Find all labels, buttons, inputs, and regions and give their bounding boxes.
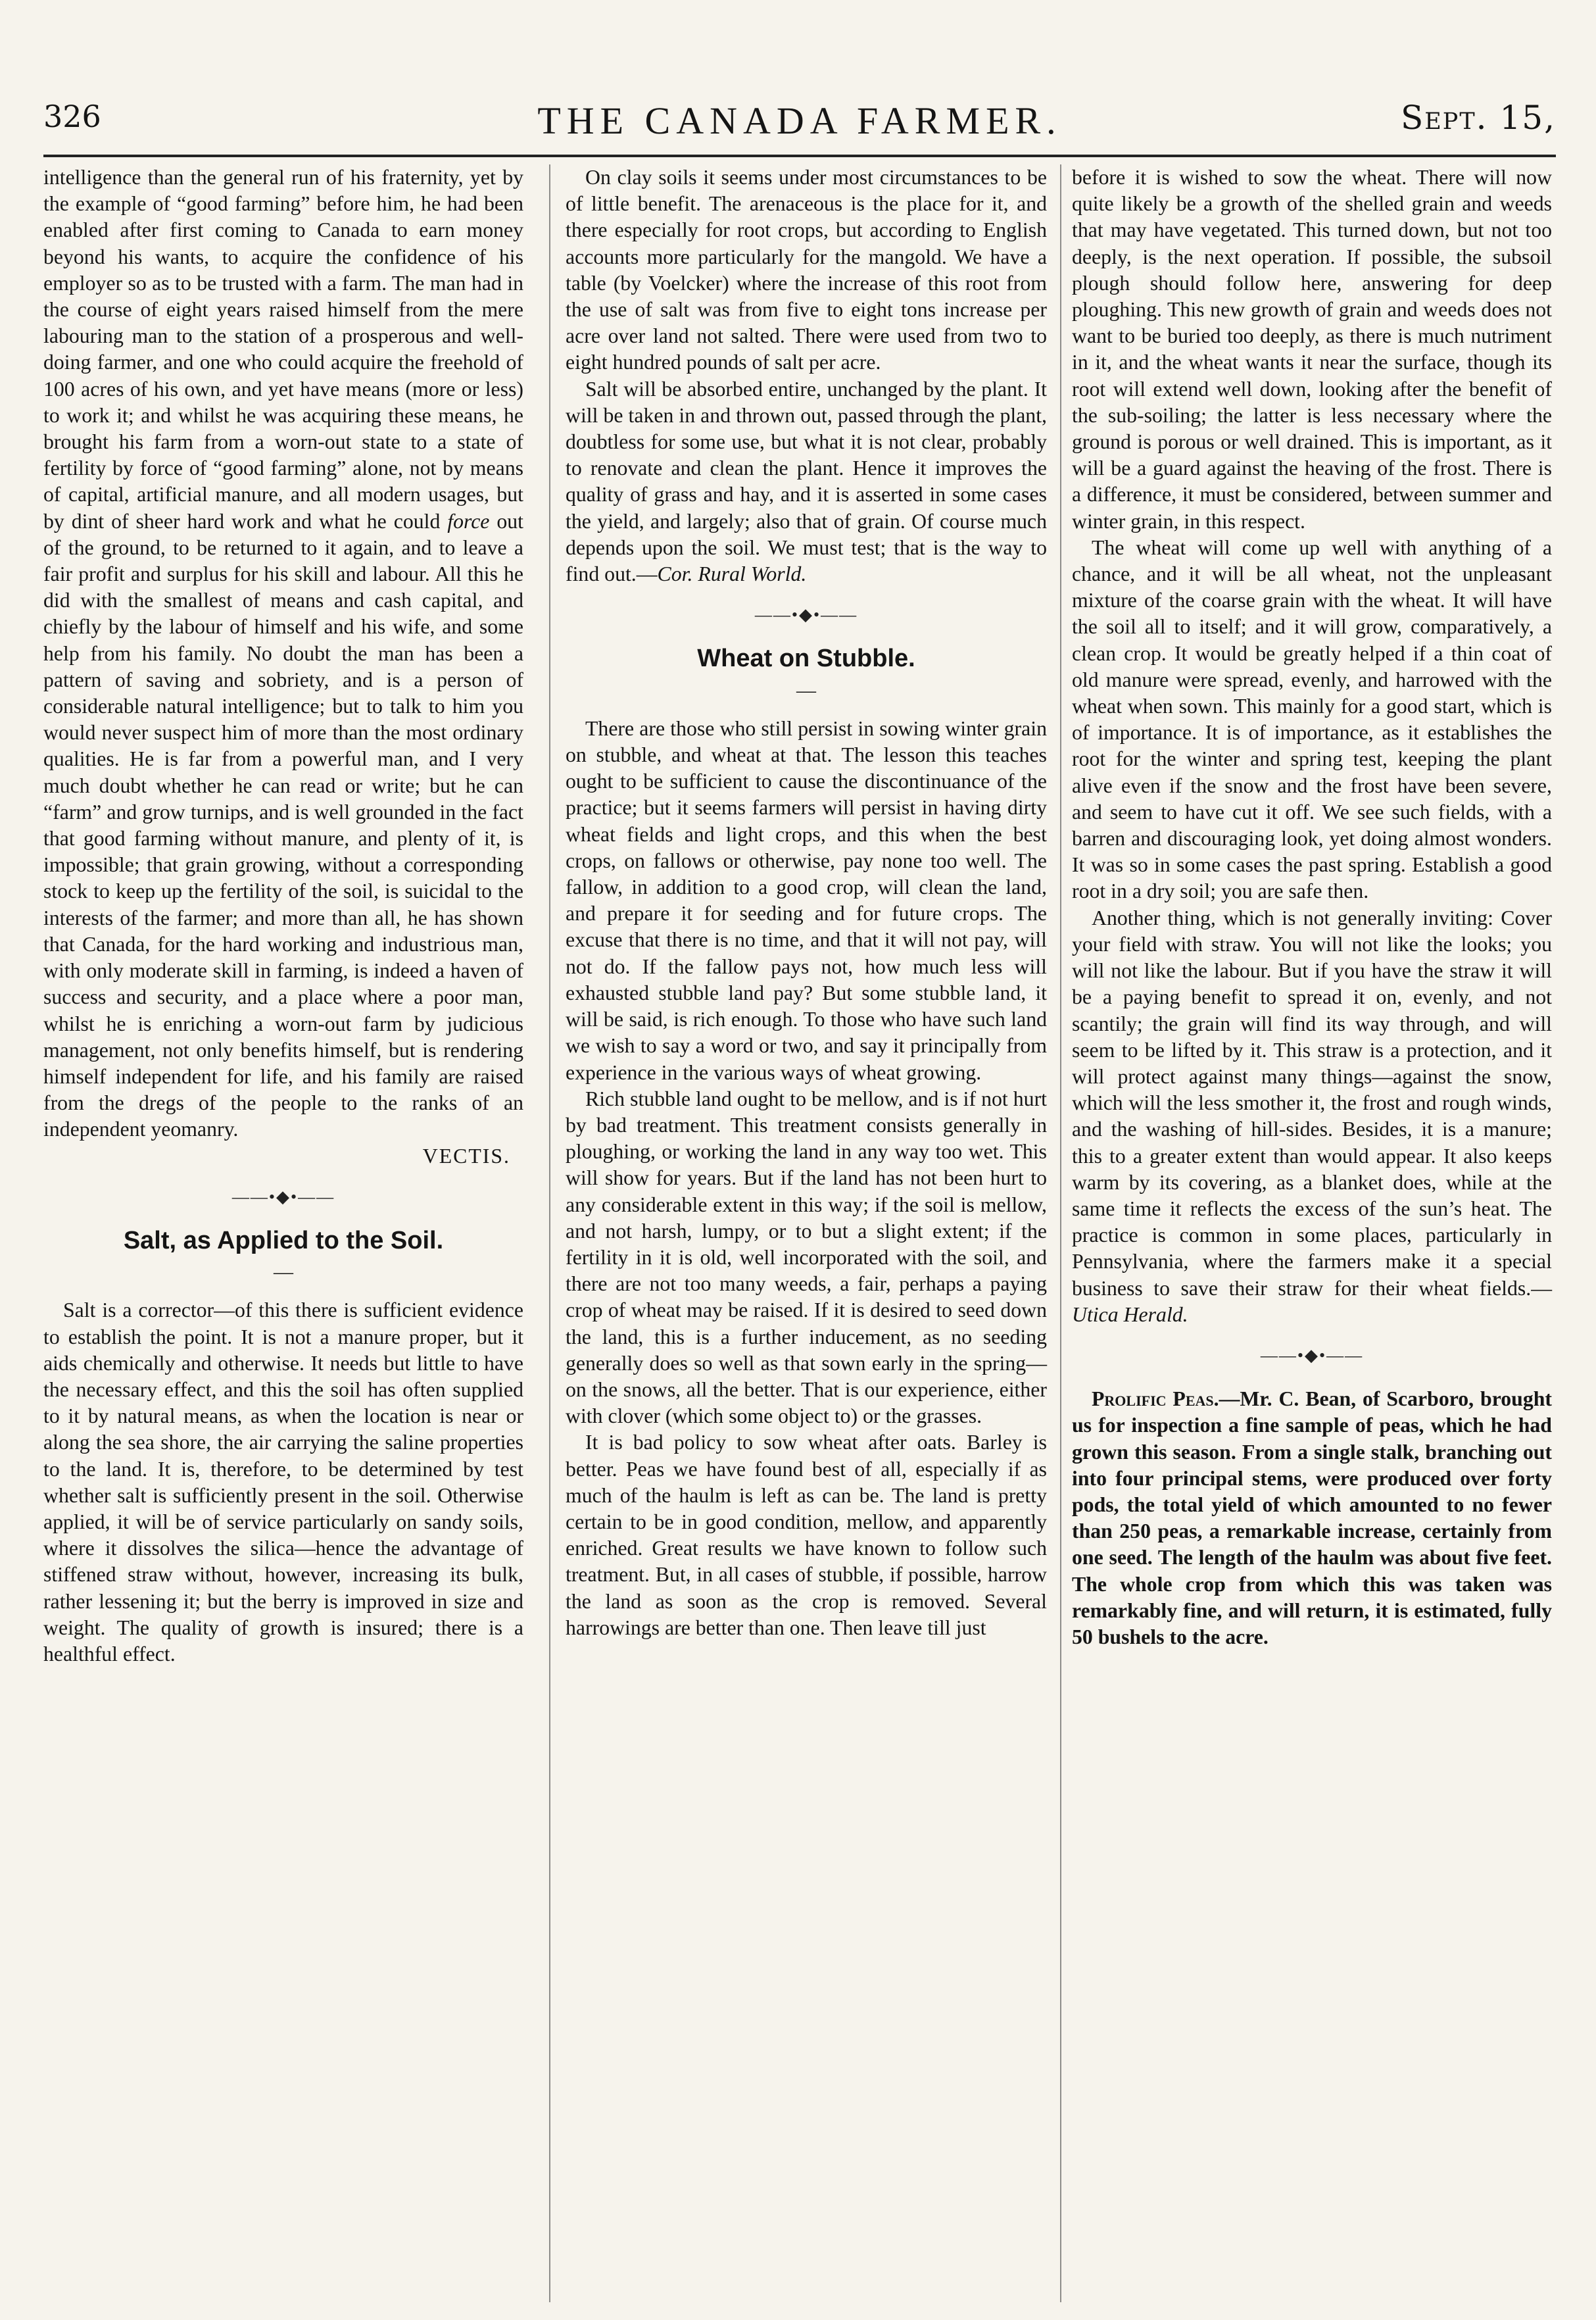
peas-lead: Prolific Peas. (1092, 1387, 1219, 1411)
salt-heading: Salt, as Applied to the Soil. (123, 1226, 444, 1254)
column-divider (1060, 164, 1061, 2302)
issue-date: Sept. 15, (1400, 99, 1556, 137)
salt-paragraph-3: Salt will be absorbed entire, unchanged by the plant. It will be taken in and thrown out, passed through the plant, doubtless for some use, but what it is not clear, probably to renovate and clean the plant. Hence it improves the quality of grass and hay, and it is asserted in some cases the yield, and largely; also that of grain. Of course much depends upon the soil. We must test; that is the way to find out.—Cor. Rural World. (566, 377, 1047, 586)
wheat-paragraph-5: The wheat will come up well with anything of a chance, and it will be all wheat, not the unpleasant mixture of the coarse grain with the wheat. It will have the soil all to itself; and it will grow, comparatively, a clean crop. It would be greatly helped if a thin coat of old manure were spread, evenly, and harrowed with the wheat when sown. This mainly for a good start, which is of importance. It is of importance, as it establishes the root for the winter and spring test, keeping the plant alive even if the snow and the frost have been severe, and seem to have cut it off. We see such fields, with a barren and discouraging look, yet doing almost wonders. It was so in some cases the past spring. Establish a good root in a dry soil; you are safe then. (1072, 535, 1552, 903)
page-header (43, 99, 1556, 158)
header-rule (43, 155, 1556, 157)
wheat-paragraph-6: Another thing, which is not generally inviting: Cover your field with straw. You will not like the looks; you will not like the labour. But if you have the straw it will be a paying benefit to spread it on, evenly, and not scantily; the grain will find its way through, and will seem to be lifted by it. This straw is a protection, and it will protect against many things—against the snow, which will the less smother it, the frost and rough winds, and the washing of hill-sides. Besides, it is a manure; this to a greater extent than would appear. It also keeps warm by its covering, as a blanket does, while at the same time it reflects the excess of the sun’s heat. The practice is common in some places, particularly in Pennsylvania, where the farmers make it a special business to save their straw for their wheat fields.—Utica Herald. (1072, 906, 1552, 1326)
wheat-source: Utica Herald. (1072, 1302, 1188, 1326)
vectis-force-word: force (447, 509, 490, 533)
wheat-paragraph-3: It is bad policy to sow wheat after oats. Barley is better. Peas we have found best of all, especially if as much of the haulm is left as can be. The land is pretty certain to be in good condition, mellow, and apparently enriched. Great results we have known to follow such treatment. But, in all cases of stubble, if possible, harrow the land as soon as the crop is removed. Several harrowings are better than one. Then leave till just (566, 1431, 1047, 1639)
salt-paragraph-2: On clay soils it seems under most circumstances to be of little benefit. The arenaceous is the place for it, and there especially for root crops, but according to English accounts more particularly for the mangold. We have a table (by Voelcker) where the increase of this root from the use of salt was from five to eight tons increase per acre over land not salted. There were used from two to eight hundred pounds of salt per acre. (566, 166, 1047, 374)
wheat-heading: Wheat on Stubble. (697, 645, 915, 673)
column-3 (1072, 164, 1552, 1650)
wheat-paragraph-2: Rich stubble land ought to be mellow, and is if not hurt by bad treatment. This treatment consists generally in ploughing, or working the land in any way too wet. This will show for years. But if the land has not been hurt to any considerable extent in this way; if the soil is mellow, and not harsh, lumpy, or to but a slight extent; if the fertility in it is old, well incorporated with the soil, and there are not too many weeds, a fair, perhaps a paying crop of wheat may be raised. If it is desired to seed down the land, this is a further inducement, as no seeding generally does so well as that sown early in the spring—on the snows, all the better. That is our experience, either with clover (which some object to) or the grasses. (566, 1087, 1047, 1428)
section-separator (43, 1184, 523, 1210)
vectis-signature: VECTIS. (422, 1144, 510, 1168)
column-divider (549, 164, 550, 2302)
newspaper-title: THE CANADA FARMER. (537, 99, 1062, 142)
peas-paragraph: Prolific Peas.—Mr. C. Bean, of Scarboro, brought us for inspection a fine sample of peas, which he had grown this season. From a single stalk, branching out into four principal stems, were produced over forty pods, the total yield of which amounted to no fewer than 250 peas, a remarkable increase, certainly from one seed. The length of the haulm was about five feet. The whole crop from which this was taken was remarkably fine, and will return, it is estimated, fully 50 bushels to the acre. (1072, 1387, 1552, 1648)
wheat-paragraph-4: before it is wished to sow the wheat. There will now quite likely be a growth of the shelled grain and weeds that may have vegetated. This turned down, but not too deeply, is the next operation. If possible, the subsoil plough should follow here, answering for deep ploughing. This new growth of grain and weeds does not want to be buried too deeply, as there is much nutriment in it, and the wheat wants it near the surface, though its root will extend well down, looking after the benefit of the sub-soiling; the latter is less necessary where the ground is porous or well drained. This is important, as it will be a guard against the heaving of the frost. There is a difference, it must be considered, between summer and winter grain, in this respect. (1072, 166, 1552, 533)
salt-paragraph-1: Salt is a corrector—of this there is sufficient evidence to establish the point. It is not a manure proper, but it aids chemically and otherwise. It needs but little to have the necessary effect, and this the soil has often supplied to it by natural means, as when the location is near or along the sea shore, the air carrying the saline properties to the land. It is, therefore, to be determined by test whether salt is sufficiently present in the soil. Otherwise applied, it will be of service particularly on sandy soils, where it dissolves the silica—hence the advantage of stiffened straw without, however, increasing its bulk, rather lessening it; but the berry is improved in size and weight. The quality of growth is insured; there is a healthful effect. (43, 1298, 523, 1666)
section-separator (566, 602, 1047, 628)
heading-dash: — (274, 1261, 293, 1283)
page-number: 326 (43, 99, 101, 134)
wheat-paragraph-1: There are those who still persist in sowing winter grain on stubble, and wheat at that. The lesson this teaches ought to be sufficient to cause the discontinuance of the practice; but it seems farmers will persist in having dirty wheat fields and light crops, and this when the best crops, on fallows or otherwise, pay none too well. The fallow, in addition to a good crop, will clean the land, and prepare it for seeding and for future crops. The excuse that there is no time, and that it will not pay, will not do. If the fallow pays not, how much less will exhausted stubble land pay? But some stubble land, it will be said, is rich enough. To those who have such land we wish to say a word or two, and say it principally from experience in the various ways of wheat growing. (566, 716, 1047, 1084)
heading-dash: — (796, 679, 816, 701)
column-2 (566, 164, 1047, 1641)
section-separator (1072, 1343, 1552, 1369)
column-1 (43, 164, 523, 1667)
salt-source: Cor. Rural World. (657, 562, 807, 586)
vectis-paragraph: intelligence than the general run of his fraternity, yet by the example of “good farming” before him, he had been enabled after first coming to Canada to earn money beyond his wants, to acquire the confidence of his employer so as to be trusted with a farm. The man had in the course of eight years raised himself from the mere labouring man to the station of a prosperous and well-doing farmer, and one who could acquire the freehold of 100 acres of his own, and yet have means (more or less) to work it; and whilst he was acquiring these means, he brought his farm from a worn-out state to a state of fertility by force of “good farming” alone, not by means of capital, artificial manure, and all modern usages, but by dint of sheer hard work and what he could force out of the ground, to be returned to it again, and to leave a fair profit and surplus for his skill and labour. All this he did with the smallest of means and cash capital, and chiefly by the labour of himself and his wife, and some help from his family. No doubt the man has been a pattern of saving and sobriety, and is a person of considerable natural intelligence; but to talk to him you would never suspect him of more than the most ordinary qualities. He is far from a powerful man, and I very much doubt whether he can read or write; but he can “farm” and grow turnips, and is well grounded in the fact that good farming without manure, and plenty of it, is impossible; that grain growing, without a corresponding stock to keep up the fertility of the soil, is suicidal to the interests of the farmer; and more than all, he has shown that Canada, for the hard working and industrious man, with only moderate skill in farming, is indeed a haven of success and security, and a place where a poor man, whilst he is enriching a worn-out farm by judicious management, not only benefits himself, but is rendering himself independent for life, and his family are raised from the dregs of the people to the ranks of an independent yeomanry. (43, 166, 523, 1141)
